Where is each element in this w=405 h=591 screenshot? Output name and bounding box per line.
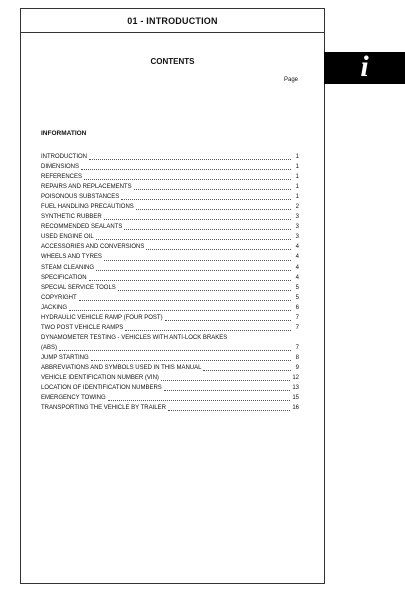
toc-entry[interactable] bbox=[41, 182, 299, 192]
toc-entry[interactable] bbox=[41, 363, 299, 373]
chapter-header bbox=[21, 9, 324, 33]
toc-entry-title: INTRODUCTION bbox=[41, 154, 87, 160]
toc-entry-title: REFERENCES bbox=[41, 174, 83, 181]
toc-entry-title: RECOMMENDED SEALANTS bbox=[41, 224, 123, 231]
toc-entry[interactable] bbox=[41, 383, 299, 393]
toc-leader-dots bbox=[69, 310, 291, 311]
toc-entry[interactable] bbox=[41, 323, 299, 333]
toc-leader-dots bbox=[59, 350, 291, 351]
toc-entry[interactable] bbox=[41, 162, 299, 172]
toc-entry-title: JUMP STARTING bbox=[41, 354, 89, 361]
toc-entry[interactable] bbox=[41, 252, 299, 262]
toc-entry-title: WHEELS AND TYRES bbox=[41, 254, 102, 261]
toc-leader-dots bbox=[146, 249, 291, 250]
toc-entry[interactable] bbox=[41, 202, 299, 212]
toc-leader-dots bbox=[203, 370, 291, 371]
toc-leader-dots bbox=[104, 260, 291, 261]
toc-entry-title: SPECIFICATION bbox=[41, 274, 87, 281]
toc-entry-page: 1 bbox=[295, 184, 299, 191]
toc-entry[interactable] bbox=[41, 232, 299, 242]
toc-entry-title: VEHICLE IDENTIFICATION NUMBER (VIN) bbox=[41, 375, 159, 382]
toc-entry-title: STEAM CLEANING bbox=[41, 264, 95, 271]
toc-entry-title: JACKING bbox=[41, 304, 68, 311]
toc-entry-page: 1 bbox=[295, 164, 299, 171]
toc-entry-page: 3 bbox=[295, 214, 299, 221]
toc-leader-dots bbox=[164, 390, 291, 391]
toc-entry[interactable] bbox=[41, 343, 299, 353]
toc-entry-page: 5 bbox=[295, 284, 299, 291]
toc-entry[interactable] bbox=[41, 403, 299, 413]
toc-entry-title: USED ENGINE OIL bbox=[41, 234, 94, 241]
toc-entry-title: EMERGENCY TOWING bbox=[41, 395, 106, 402]
toc-entry-title: HYDRAULIC VEHICLE RAMP (FOUR POST) bbox=[41, 314, 163, 321]
toc-entry-title: TRANSPORTING THE VEHICLE BY TRAILER bbox=[41, 405, 166, 412]
toc-leader-dots bbox=[81, 169, 291, 170]
toc-entry-page: 1 bbox=[295, 194, 299, 201]
toc-entry[interactable] bbox=[41, 303, 299, 313]
toc-entry-title: LOCATION OF IDENTIFICATION NUMBERS bbox=[41, 385, 162, 392]
toc-entry-page: 3 bbox=[295, 224, 299, 231]
toc-entry-page: 6 bbox=[295, 304, 299, 311]
toc-leader-dots bbox=[125, 330, 291, 331]
toc-leader-dots bbox=[136, 209, 291, 210]
toc-leader-dots bbox=[161, 380, 290, 381]
toc-entry-page: 4 bbox=[295, 264, 299, 271]
toc-entry-page: 3 bbox=[295, 234, 299, 241]
toc-entry-title: ABBREVIATIONS AND SYMBOLS USED IN THIS MANUAL bbox=[41, 364, 202, 371]
toc-entry-page: 12 bbox=[292, 375, 299, 382]
table-of-contents bbox=[41, 152, 299, 413]
toc-entry[interactable] bbox=[41, 313, 299, 323]
toc-entry[interactable] bbox=[41, 192, 299, 202]
toc-leader-dots bbox=[84, 179, 291, 180]
toc-entry-page: 1 bbox=[295, 174, 299, 181]
toc-entry[interactable] bbox=[41, 333, 299, 343]
toc-entry[interactable] bbox=[41, 283, 299, 293]
toc-leader-dots bbox=[96, 270, 291, 271]
toc-entry-title: TWO POST VEHICLE RAMPS bbox=[41, 324, 124, 331]
toc-entry[interactable] bbox=[41, 393, 299, 403]
toc-entry[interactable] bbox=[41, 242, 299, 252]
toc-entry-page: 5 bbox=[295, 294, 299, 301]
information-tab bbox=[324, 52, 405, 84]
toc-leader-dots bbox=[104, 219, 291, 220]
toc-entry-title: SYNTHETIC RUBBER bbox=[41, 214, 102, 221]
toc-leader-dots bbox=[91, 360, 291, 361]
toc-leader-dots bbox=[124, 229, 291, 230]
toc-leader-dots bbox=[134, 189, 291, 190]
toc-entry-page: 7 bbox=[295, 314, 299, 321]
toc-entry[interactable] bbox=[41, 212, 299, 222]
chapter-title: 01 - INTRODUCTION bbox=[127, 15, 218, 26]
toc-leader-dots bbox=[89, 280, 291, 281]
toc-entry-page: 16 bbox=[292, 405, 299, 412]
toc-entry-title: DIMENSIONS bbox=[41, 164, 80, 171]
toc-leader-dots bbox=[89, 159, 291, 160]
toc-leader-dots bbox=[96, 239, 291, 240]
toc-entry-title: COPYRIGHT bbox=[41, 294, 77, 301]
toc-entry-title: DYNAMOMETER TESTING - VEHICLES WITH ANTI-LOCK BRAKES bbox=[41, 334, 228, 341]
toc-entry-page: 15 bbox=[292, 395, 299, 402]
contents-title: CONTENTS bbox=[150, 57, 195, 66]
toc-leader-dots bbox=[118, 290, 291, 291]
page-column-label: Page bbox=[283, 77, 298, 83]
toc-entry-page: 13 bbox=[292, 385, 299, 392]
toc-entry[interactable] bbox=[41, 263, 299, 273]
toc-entry-page: 4 bbox=[295, 254, 299, 261]
section-heading: INFORMATION bbox=[41, 130, 87, 137]
toc-entry[interactable] bbox=[41, 172, 299, 182]
toc-entry-page: 7 bbox=[295, 344, 299, 351]
toc-leader-dots bbox=[168, 410, 290, 411]
toc-entry-page: 4 bbox=[295, 244, 299, 251]
toc-entry-title: (ABS) bbox=[41, 344, 58, 351]
toc-entry[interactable] bbox=[41, 273, 299, 283]
toc-entry-page: 9 bbox=[295, 364, 299, 371]
toc-entry[interactable] bbox=[41, 353, 299, 363]
toc-entry-page: 1 bbox=[295, 154, 299, 160]
toc-entry[interactable] bbox=[41, 373, 299, 383]
toc-entry-title: ACCESSORIES AND CONVERSIONS bbox=[41, 244, 145, 251]
toc-leader-dots bbox=[165, 320, 291, 321]
toc-entry-title: SPECIAL SERVICE TOOLS bbox=[41, 284, 116, 291]
toc-entry-title: REPAIRS AND REPLACEMENTS bbox=[41, 184, 132, 191]
toc-entry[interactable] bbox=[41, 293, 299, 303]
toc-leader-dots bbox=[108, 400, 291, 401]
toc-leader-dots bbox=[79, 300, 291, 301]
toc-entry-page: 2 bbox=[295, 204, 299, 211]
toc-entry[interactable] bbox=[41, 222, 299, 232]
document-page bbox=[20, 8, 325, 584]
toc-entry-page: 4 bbox=[295, 274, 299, 281]
information-icon: i bbox=[360, 50, 369, 83]
toc-entry-title: POISONOUS SUBSTANCES bbox=[41, 194, 120, 201]
toc-entry-page: 7 bbox=[295, 324, 299, 331]
toc-entry-page: 8 bbox=[295, 354, 299, 361]
toc-leader-dots bbox=[121, 199, 291, 200]
toc-entry[interactable] bbox=[41, 152, 299, 162]
toc-entry-title: FUEL HANDLING PRECAUTIONS bbox=[41, 204, 134, 211]
